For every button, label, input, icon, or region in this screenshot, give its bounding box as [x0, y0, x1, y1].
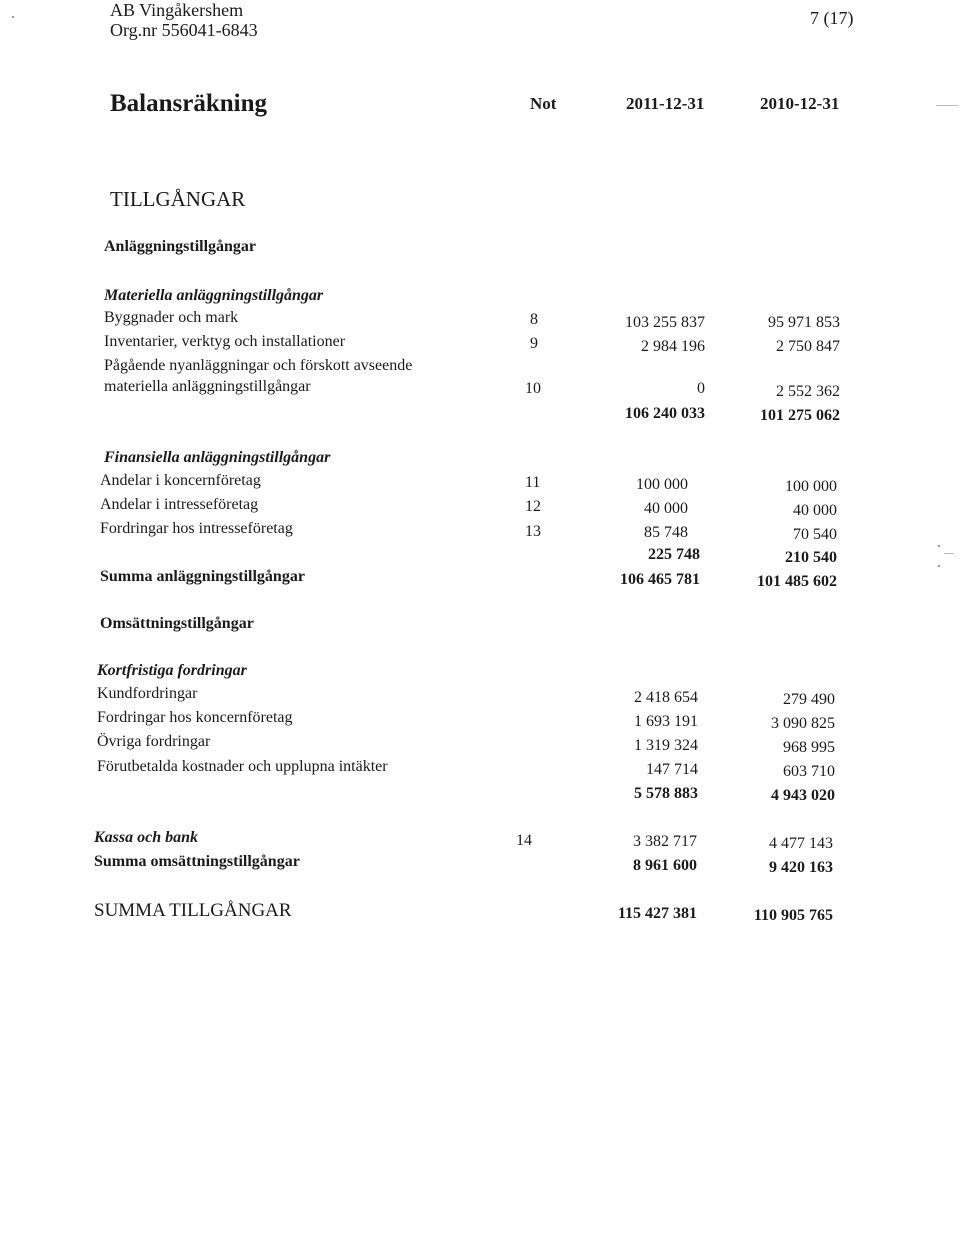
- row-note: 12: [525, 498, 541, 515]
- row-value-2010: 3 090 825: [771, 715, 835, 732]
- current-assets-sum-2011: 8 961 600: [633, 857, 697, 874]
- subtotal-2010: 101 275 062: [760, 407, 840, 424]
- assets-heading: TILLGÅNGAR: [110, 187, 246, 211]
- row-value-2011: 0: [697, 380, 705, 397]
- row-value-2010: 70 540: [793, 526, 837, 543]
- current-assets-sum-2010: 9 420 163: [769, 859, 833, 876]
- row-note: 8: [530, 311, 538, 328]
- row-note: 10: [525, 380, 541, 397]
- subtotal-2011: 106 240 033: [625, 405, 705, 422]
- scan-mark: [938, 545, 940, 547]
- cash-note: 14: [516, 832, 532, 849]
- row-value-2010: 2 552 362: [776, 383, 840, 400]
- fixed-assets-heading: Anläggningstillgångar: [104, 238, 257, 255]
- row-label: Andelar i koncernföretag: [100, 472, 261, 489]
- cash-value-2011: 3 382 717: [633, 833, 697, 850]
- row-value-2011: 2 418 654: [634, 689, 698, 706]
- company-name: AB Vingåkershem: [110, 0, 244, 20]
- row-value-2011: 85 748: [644, 524, 688, 541]
- tangible-assets-heading: Materiella anläggningstillgångar: [104, 287, 324, 304]
- row-label: Inventarier, verktyg och installationer: [104, 333, 346, 350]
- row-value-2010: 95 971 853: [768, 314, 840, 331]
- row-value-2011: 2 984 196: [641, 338, 705, 355]
- row-note: 9: [530, 335, 538, 352]
- fixed-assets-sum-2010: 101 485 602: [757, 573, 837, 590]
- row-note: 13: [525, 523, 541, 540]
- row-value-2011: 103 255 837: [625, 314, 705, 331]
- financial-assets-heading: Finansiella anläggningstillgångar: [104, 449, 331, 466]
- row-value-2010: 2 750 847: [776, 338, 840, 355]
- total-assets-2010: 110 905 765: [753, 907, 833, 924]
- row-value-2010: 100 000: [785, 478, 837, 495]
- row-label: Förutbetalda kostnader och upplupna intäkter: [97, 758, 388, 775]
- subtotal-2011: 5 578 883: [634, 785, 698, 802]
- row-label: Andelar i intresseföretag: [100, 496, 259, 513]
- org-number: Org.nr 556041-6843: [110, 20, 258, 40]
- total-assets-label: SUMMA TILLGÅNGAR: [94, 900, 292, 921]
- scan-mark: [936, 105, 958, 106]
- subtotal-2011: 225 748: [648, 546, 700, 563]
- row-label: Kundfordringar: [97, 685, 198, 702]
- page-number: 7 (17): [810, 8, 854, 28]
- cash-label: Kassa och bank: [94, 829, 199, 846]
- row-note: 11: [525, 474, 541, 491]
- row-label: Fordringar hos koncernföretag: [97, 709, 293, 726]
- scan-mark: [944, 553, 954, 554]
- current-assets-heading: Omsättningstillgångar: [100, 615, 254, 632]
- fixed-assets-sum-2011: 106 465 781: [620, 571, 700, 588]
- row-value-2010: 40 000: [793, 502, 837, 519]
- row-label: Övriga fordringar: [97, 733, 211, 750]
- column-2011-header: 2011-12-31: [626, 94, 705, 113]
- page-title: Balansräkning: [110, 90, 268, 117]
- row-value-2010: 279 490: [783, 691, 835, 708]
- row-label-continued: materiella anläggningstillgångar: [104, 378, 311, 395]
- cash-value-2010: 4 477 143: [769, 835, 833, 852]
- row-value-2010: 603 710: [783, 763, 835, 780]
- row-value-2011: 40 000: [644, 500, 688, 517]
- row-label: Byggnader och mark: [104, 309, 239, 326]
- total-assets-2011: 115 427 381: [617, 905, 697, 922]
- column-note-header: Not: [530, 94, 557, 113]
- subtotal-2010: 210 540: [785, 549, 837, 566]
- row-value-2011: 147 714: [646, 761, 698, 778]
- receivables-heading: Kortfristiga fordringar: [97, 662, 247, 679]
- row-value-2010: 968 995: [783, 739, 835, 756]
- current-assets-sum-label: Summa omsättningstillgångar: [94, 853, 300, 870]
- row-label: Fordringar hos intresseföretag: [100, 520, 293, 537]
- column-2010-header: 2010-12-31: [760, 94, 840, 113]
- row-value-2011: 1 693 191: [634, 713, 698, 730]
- scan-mark: [12, 16, 14, 18]
- row-label: Pågående nyanläggningar och förskott avseende: [104, 357, 413, 374]
- scan-mark: [938, 565, 940, 567]
- row-value-2011: 100 000: [636, 476, 688, 493]
- row-value-2011: 1 319 324: [634, 737, 698, 754]
- subtotal-2010: 4 943 020: [771, 787, 835, 804]
- fixed-assets-sum-label: Summa anläggningstillgångar: [100, 568, 305, 585]
